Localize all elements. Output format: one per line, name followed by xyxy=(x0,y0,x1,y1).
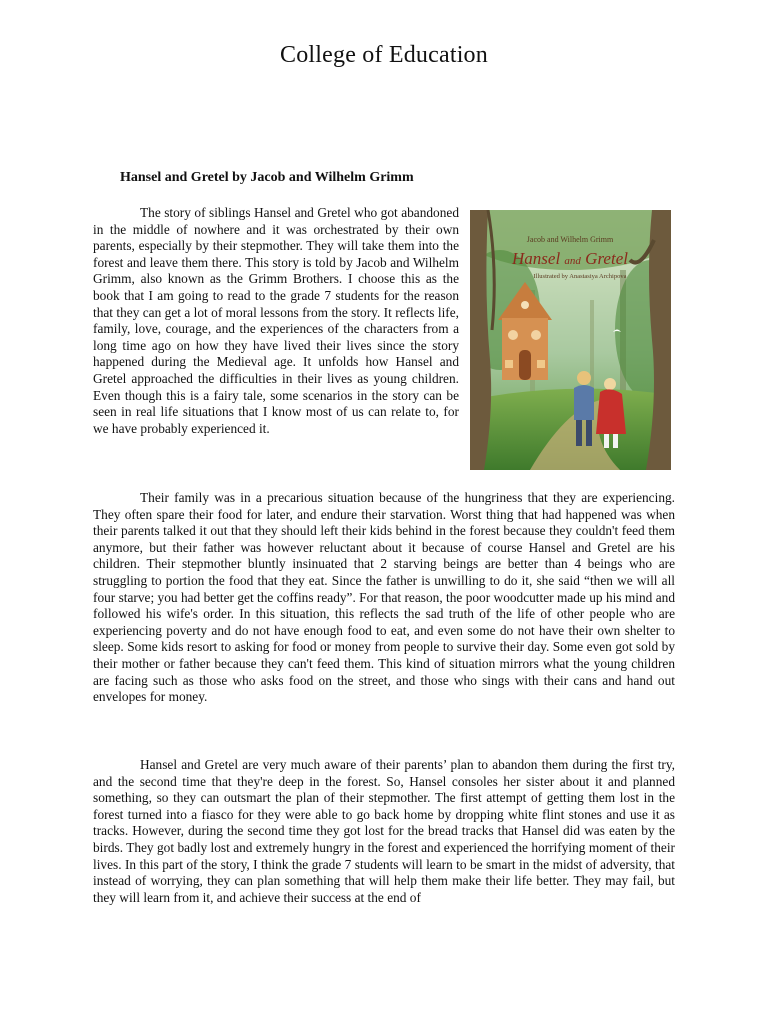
paragraph-3: Hansel and Gretel are very much aware of their parents’ plan to abandon them during the first try, and the second time that they're deep in the forest. So, Hansel consoles her sister about it and planned something, so they can outsmart the plan of their stepmother. The first attempt of getting them lost in the forest turned into a fiasco for they were able to go back home by dropping white flint stones and use it as tracks. However, during the second time they got lost for the bread tracks that Hansel did was eaten by the birds. They got badly lost and extremely hungry in the forest and experienced the horrifying moment of their lives. In this part of the story, I think the grade 7 students will learn to be smart in the midst of adversity, that instead of worrying, they can plan something that will help them make their life better. They may fail, but they will learn from it, and achieve their success at the end of xyxy=(93,757,675,905)
paragraph-1: The story of siblings Hansel and Gretel who got abandoned in the middle of nowhere and it was orchestrated by their own parents, especially by their stepmother. They will take them into the forest and leave them there. This story is told by Jacob and Wilhelm Grimm, also known as the Grimm Brothers. I choose this as the book that I am going to read to the grade 7 students for the reason that they can get a lot of moral lessons from the story. It reflects life, family, love, courage, and the experiences of the characters from a long time ago on how they have lived their lives since the story happened during the Medieval age. It unfolds how Hansel and Gretel approached the difficulties in their lives as young children. Even though this is a fairy tale, some scenarios in the story can be seen in real life situations that I know most of us can relate to, for we have probably experienced it. xyxy=(93,205,459,436)
cover-title-hansel: Hansel xyxy=(512,249,561,268)
section-title: Hansel and Gretel by Jacob and Wilhelm Grimm xyxy=(120,170,414,185)
cover-illustrator: Illustrated by Anastasiya Archipova xyxy=(533,273,627,280)
cover-title-and: and xyxy=(564,255,581,267)
cover-authors: Jacob and Wilhelm Grimm xyxy=(526,235,614,244)
page-header: College of Education xyxy=(280,42,488,68)
book-cover-image xyxy=(470,210,671,470)
cover-title-gretel: Gretel xyxy=(585,249,628,268)
paragraph-2: Their family was in a precarious situation because of the hungriness that they are experiencing. They often spare their food for later, and endure their starvation. Worst thing that had happened was when their parents talked it out that they should left their kids behind in the forest because they couldn't feed them anymore, but their father was however reluctant about it because of course Hansel and Gretel are his children. Their stepmother bluntly insinuated that 2 starving beings are better than 4 beings who are struggling to portion the food that they eat. Since the father is unwilling to do it, she said “then we will all four starve; you had better get the coffins ready”. For that reason, the poor woodcutter made up his mind and followed his wife's order. In this situation, this reflects the sad truth of the life of other people who are experiencing poverty and do not have enough food to eat, and even some do not have their own shelter to sleep. Some kids resort to asking for food or money from people to survive their day. Some even got sold by their mother or father because they can't feed them. This kind of situation mirrors what the young children are facing such as those who asks food on the street, and those who sings with their cans and hand out envelopes for money. xyxy=(93,490,675,705)
